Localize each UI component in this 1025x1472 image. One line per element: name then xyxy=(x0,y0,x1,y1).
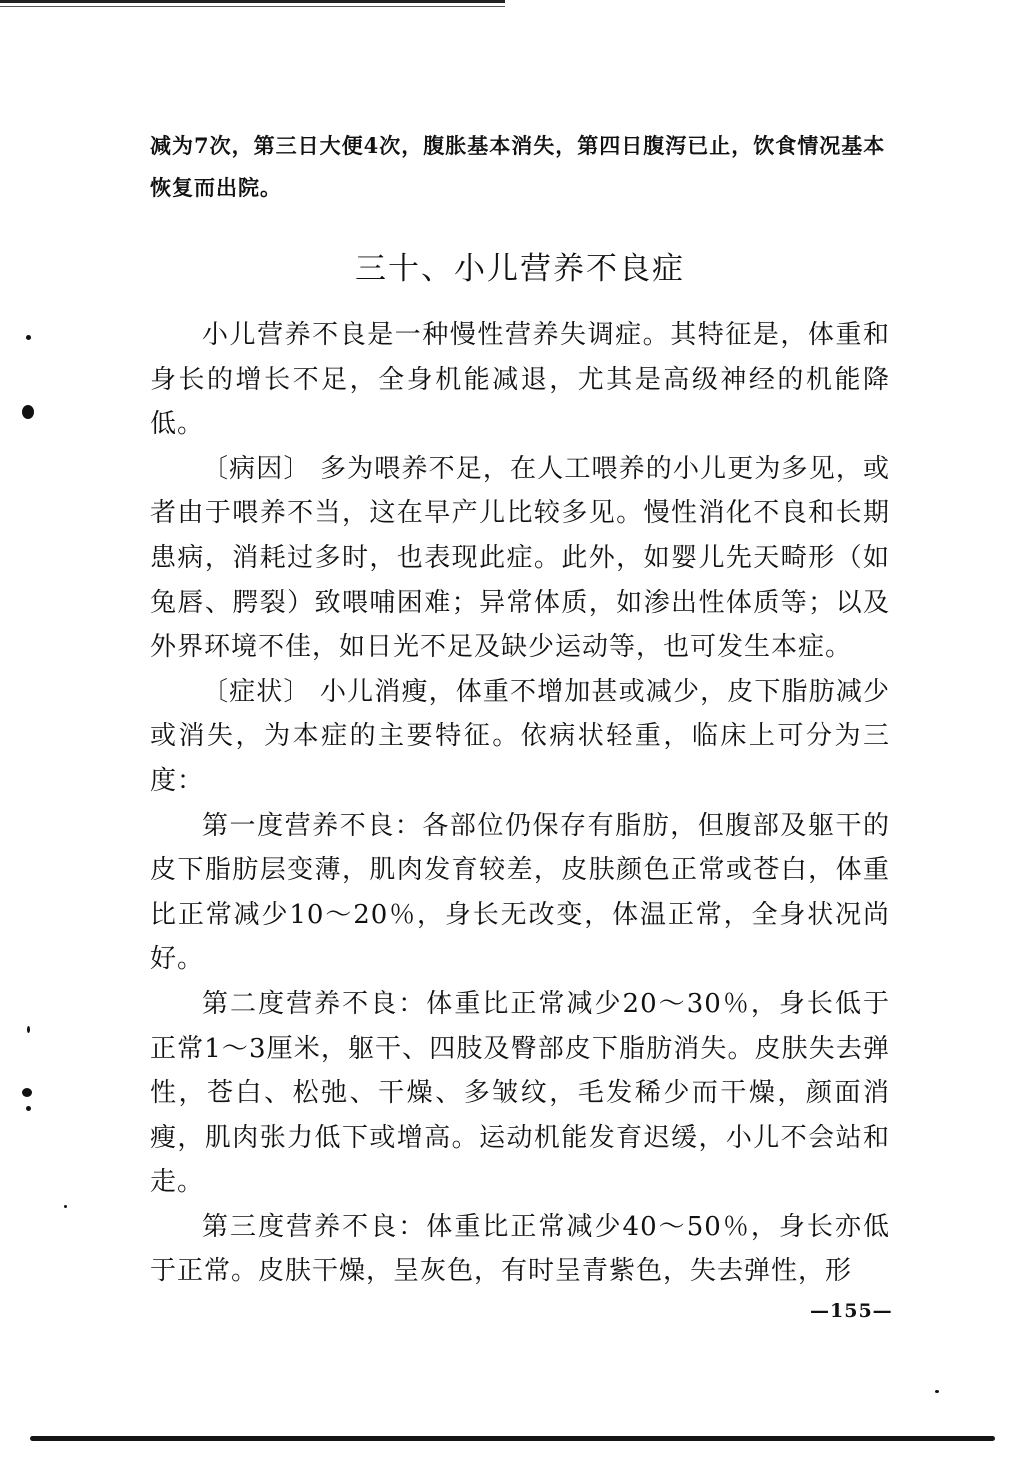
bottom-border-rule xyxy=(30,1436,995,1441)
scan-speck xyxy=(26,1106,31,1111)
paragraph-intro: 小儿营养不良是一种慢性营养失调症。其特征是，体重和身长的增长不足，全身机能减退，尤其是高级神经的机能降低。 xyxy=(150,320,890,440)
section-title: 三十、小儿营养不良症 xyxy=(355,251,685,287)
paragraph-etiology: 〔病因〕 多为喂养不足，在人工喂养的小儿更为多见，或者由于喂养不当，这在早产儿比较多见。慢性消化不良和长期患病，消耗过多时，也表现此症。此外，如婴儿先天畸形（如兔唇、腭裂）致喂哺困难；异常体质，如渗出性体质等；以及外界环境不佳，如日光不足及缺少运动等，也可发生本症。 xyxy=(150,453,890,663)
paragraph-third-degree: 第三度营养不良：体重比正常减少40～50％，身长亦低于正常。皮肤干燥，呈灰色，有时呈青紫色，失去弹性，形 xyxy=(150,1211,890,1287)
scan-speck xyxy=(935,1390,939,1393)
top-border-rule-thin xyxy=(0,6,505,7)
paragraph-second-degree: 第二度营养不良：体重比正常减少20～30％，身长低于正常1～3厘米，躯干、四肢及臀部皮下脂肪消失。皮肤失去弹性，苍白、松弛、干燥、多皱纹，毛发稀少而干燥，颜面消瘦，肌肉张力低下或增高。运动机能发育迟缓，小儿不会站和走。 xyxy=(150,988,890,1198)
scan-speck xyxy=(26,335,31,340)
scan-speck xyxy=(22,405,34,419)
page-number: —155— xyxy=(810,1300,893,1322)
scan-speck xyxy=(64,1205,67,1208)
scan-speck xyxy=(27,1026,30,1033)
scan-speck xyxy=(22,1088,32,1097)
page-body xyxy=(150,125,890,1294)
paragraph-first-degree: 第一度营养不良：各部位仍保存有脂肪，但腹部及躯干的皮下脂肪层变薄，肌肉发育较差，皮肤颜色正常或苍白，体重比正常减少10～20％，身长无改变，体温正常，全身状况尚好。 xyxy=(150,810,890,975)
top-border-rule xyxy=(0,0,505,3)
paragraph-symptoms: 〔症状〕 小儿消瘦，体重不增加甚或减少，皮下脂肪减少或消失，为本症的主要特征。依病状轻重，临床上可分为三度： xyxy=(150,676,890,796)
continued-paragraph: 减为7次，第三日大便4次，腹胀基本消失，第四日腹泻已止，饮食情况基本恢复而出院。 xyxy=(150,133,886,200)
